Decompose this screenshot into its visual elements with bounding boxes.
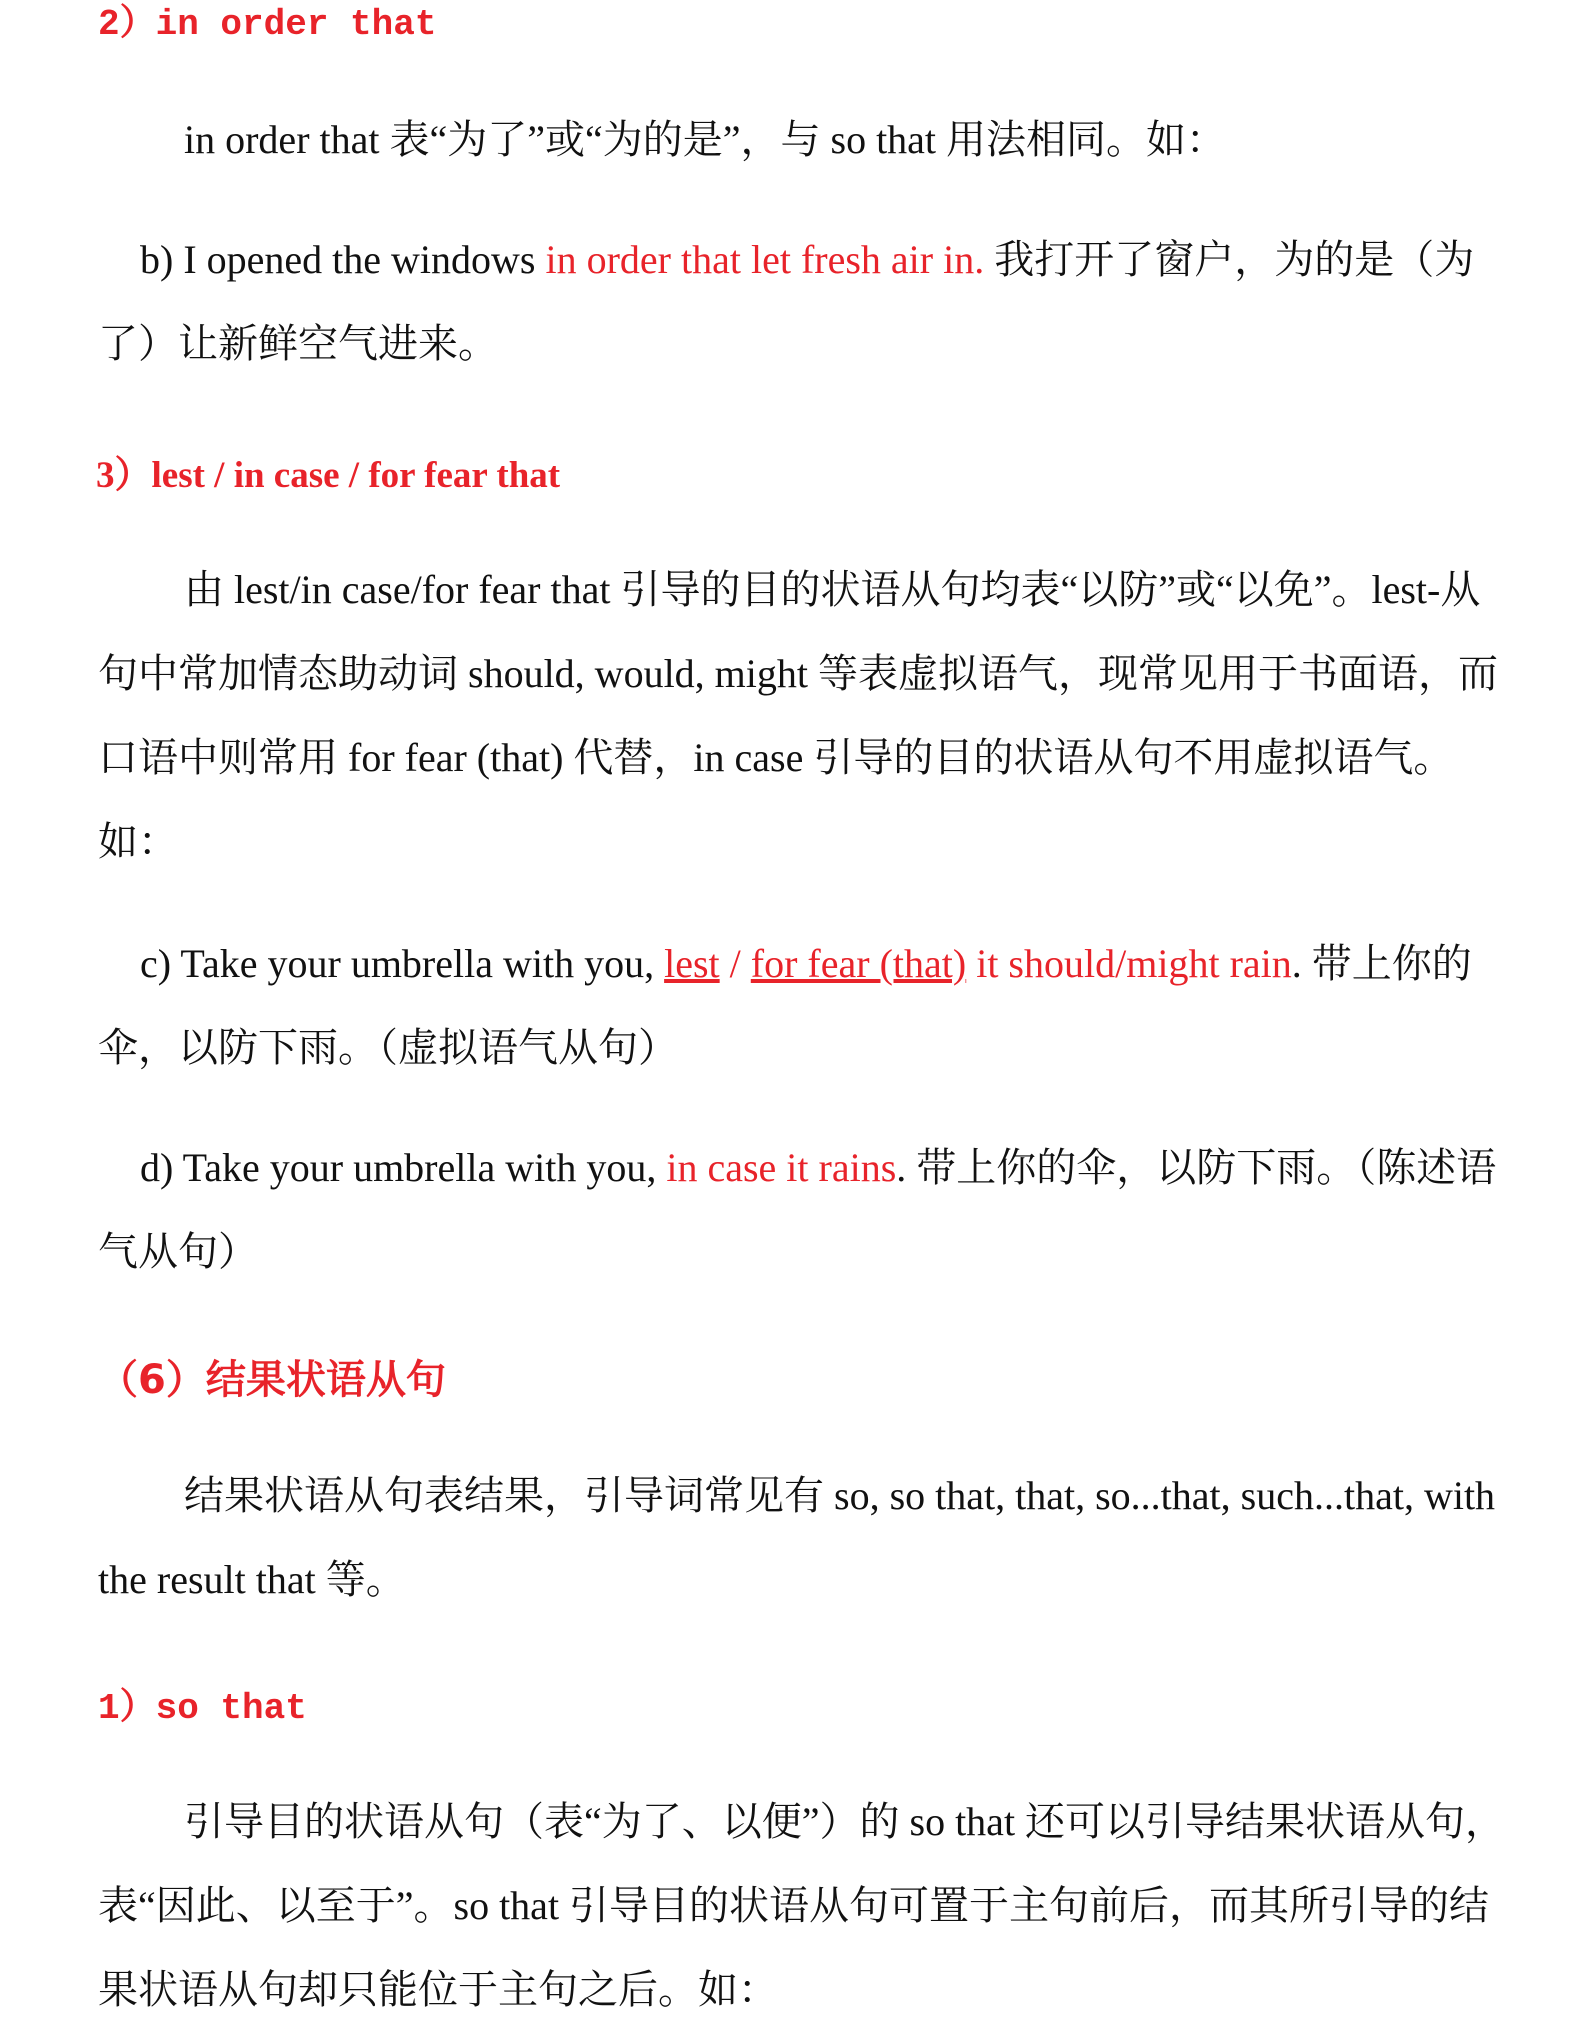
example-c-lest: lest	[664, 941, 720, 986]
example-b-highlight: in order that let fresh air in.	[545, 237, 985, 282]
example-c	[98, 922, 1510, 1090]
example-d-translation: . 带上你的伞，以防下雨。（陈述语气从句）	[98, 1145, 1497, 1274]
heading-lest-in-case: 3）lest / in case / for fear that	[96, 455, 561, 496]
example-d	[98, 1126, 1510, 1294]
example-c-lead: c) Take your umbrella with you,	[140, 941, 665, 986]
paragraph-so-that-usage: 引导目的状语从句（表“为了、以便”）的 so that 还可以引导结果状语从句，表“因此、以至于”。so that 引导目的状语从句可置于主句前后，而其所引导的结果状语从句却只能位于主句之后。如：	[98, 1799, 1506, 2012]
example-d-highlight: in case it rains	[666, 1145, 897, 1190]
heading-result-clause: （6）结果状语从句	[98, 1357, 446, 1403]
example-c-for-fear-that: for fear (that)	[750, 941, 967, 986]
example-c-translation: . 带上你的伞，以防下雨。（虚拟语气从句）	[98, 941, 1472, 1070]
paragraph-in-order-that-usage: in order that 表“为了”或“为的是”，与 so that 用法相同。如：	[184, 117, 1227, 162]
heading-in-order-that: 2）in order that	[98, 4, 437, 45]
example-c-separator: /	[719, 941, 751, 986]
example-c-highlight: it should/might rain	[966, 941, 1292, 986]
paragraph-result-clause: 结果状语从句表结果，引导词常见有 so, so that, that, so...that, such...that, with the result that 等。	[98, 1473, 1496, 1602]
example-b	[98, 218, 1510, 386]
example-b-translation: 我打开了窗户，为的是（为了）让新鲜空气进来。	[98, 237, 1475, 366]
example-b-lead: b) I opened the windows	[140, 237, 546, 282]
example-d-lead: d) Take your umbrella with you,	[140, 1145, 667, 1190]
paragraph-lest-usage: 由 lest/in case/for fear that 引导的目的状语从句均表“以防”或“以免”。lest-从句中常加情态助动词 should, would, might 等表虚拟语气，现常见用于书面语，而口语中则常用 for fear (that) 代替，in case 引导的目的状语从句不用虚拟语气。如：	[98, 567, 1499, 864]
heading-so-that: 1）so that	[98, 1688, 307, 1729]
